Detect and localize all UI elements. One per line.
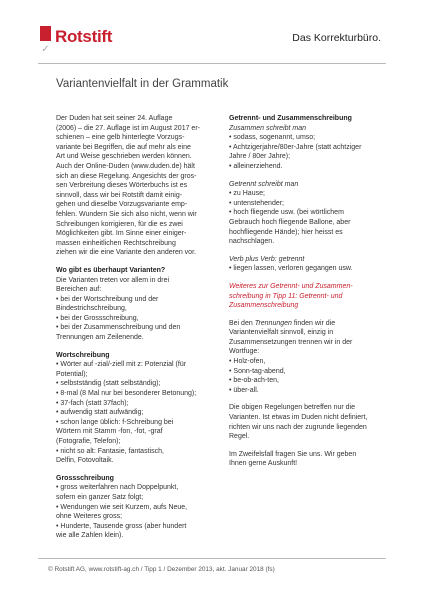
- text-line: Schreibungen korrigieren, für die es zwei: [56, 220, 183, 228]
- text-line: Der Duden hat seit seiner 24. Auflage: [56, 115, 173, 122]
- list-item: • schon lange üblich: f-Schreibung bei Wörtern mit Stamm -fon, -fot, -graf (Fotografie, Telefon);: [56, 418, 206, 447]
- list-item: • Hunderte, Tausende gross (aber hundert wie alle Zahlen klein).: [56, 522, 206, 541]
- subheading: Zusammen schreibt man: [229, 124, 307, 132]
- list-item: • bei der Zusammenschreibung und den Trennungen am Zeilenende.: [56, 323, 206, 342]
- text-line: Die obigen Regelungen betreffen nur die: [229, 404, 355, 412]
- text-line: variante bei Begriffen, die auf mehr als eine: [56, 143, 191, 151]
- text-line: Zusammensetzungen trennen wir in der: [229, 338, 353, 346]
- section-heading: Wo gibt es überhaupt Varianten?: [56, 266, 166, 274]
- wortschreibung-section: [56, 351, 206, 466]
- tipp-11-link[interactable]: Weiteres zur Getrennt- und Zusammen- schreibung in Tipp 11: Getrennt- und Zusammenschreibung: [229, 282, 353, 310]
- subheading: Verb plus Verb: getrennt: [229, 255, 305, 263]
- text-line: Möglichkeiten gibt. Im Sinne einer einiger-: [56, 230, 187, 238]
- text-line: Bereichen auf:: [56, 286, 102, 294]
- text-line: massen einheitlichen Rechtschreibung: [56, 239, 176, 247]
- list-item: • nicht so alt: Fantasie, fantastisch, Delfin, Fotovoltaik.: [56, 447, 206, 466]
- intro-paragraph: [56, 114, 206, 258]
- text-line: fehlen. Wundern Sie sich also nicht, wenn wir: [56, 210, 197, 218]
- list-item: • untenstehender;: [229, 199, 379, 209]
- regelungen-paragraph: [229, 403, 379, 441]
- list-item: • liegen lassen, verloren gegangen usw.: [229, 264, 379, 274]
- text-line: Art und Weise geschrieben werden können.: [56, 153, 192, 161]
- list-item: • be-ob-ach-ten,: [229, 376, 379, 386]
- logo: [40, 26, 140, 60]
- text-line: Bei den Trennungen finden wir die: [229, 319, 336, 327]
- verb-subsection: [229, 255, 379, 274]
- subheading: Getrennt schreibt man: [229, 180, 299, 188]
- list-item: • über-all.: [229, 386, 379, 396]
- footer: © Rotstift AG, www.rotstift-ag.ch / Tipp 1 / Dezember 2013, akt. Januar 2018 (fs): [48, 566, 275, 573]
- list-item: • Wörter auf -zial/-ziell mit z: Potenzial (für Potential);: [56, 360, 206, 379]
- page-title: Variantenvielfalt in der Grammatik: [56, 78, 229, 90]
- text-line: Auch der Online-Duden (www.duden.de) hält: [56, 162, 195, 170]
- list-item: • bei der Grossschreibung,: [56, 314, 206, 324]
- text-line: schienen – eine gelb hinterlegte Vorzugs-: [56, 134, 185, 142]
- section-heading: Grossschreibung: [56, 474, 114, 482]
- list-item: • bei der Wortschreibung und der Bindestrichschreibung,: [56, 295, 206, 314]
- header-rule: [38, 63, 386, 64]
- list-item: • gross weiterfahren nach Doppelpunkt, sofern ein ganzer Satz folgt;: [56, 483, 206, 502]
- text-line: Wortfuge:: [229, 348, 260, 356]
- list-item: • 37-fach (statt 37fach);: [56, 399, 206, 409]
- list-item: • selbstständig (statt selbständig);: [56, 379, 206, 389]
- text-line: sich an diese Regelung. Angesichts der gros-: [56, 172, 197, 180]
- text-line: Varianten. Ist etwas im Duden nicht definiert,: [229, 414, 368, 422]
- text-line: (2006) – die 27. Auflage ist im August 2017 er-: [56, 124, 200, 132]
- text-line: Die Varianten treten vor allem in drei: [56, 276, 170, 284]
- logo-text: Rotstift: [55, 27, 113, 46]
- list-item: • 8-mal (8 Mal nur bei besonderer Betonung);: [56, 389, 206, 399]
- text-line: Im Zweifelsfall fragen Sie uns. Wir geben: [229, 450, 357, 458]
- text-line: gehen und dieselbe Vorzugsvariante emp-: [56, 201, 188, 209]
- logo-mark: [40, 26, 52, 56]
- grossschreibung-section: [56, 474, 206, 541]
- list-item: • aufwendig statt aufwändig;: [56, 408, 206, 418]
- logo-square-icon: [40, 26, 51, 41]
- list-item: • Achtzigerjahre/80er-Jahre (statt achtziger Jahre / 80er Jahre);: [229, 143, 379, 162]
- list-item: • Holz-ofen,: [229, 357, 379, 367]
- text-line: ziehen wir die eine Variante den anderen vor.: [56, 249, 196, 257]
- footer-rule: [38, 558, 386, 559]
- getrennt-subsection: [229, 180, 379, 247]
- text-line: Regel.: [229, 433, 250, 441]
- trennungen-paragraph: [229, 319, 379, 396]
- section-heading: Wortschreibung: [56, 351, 110, 359]
- checkmark-icon: ✓: [41, 44, 50, 55]
- section-heading: Getrennt- und Zusammenschreibung: [229, 115, 352, 122]
- text-line: richten wir uns nach der zugrunde liegenden: [229, 423, 367, 431]
- list-item: • sodass, sogenannt, umso;: [229, 133, 379, 143]
- getrennt-zusammen-section: [229, 114, 379, 172]
- text-line: sen Verbreitung dieses Wörterbuchs ist es: [56, 182, 188, 190]
- right-column: [229, 114, 379, 477]
- list-item: • zu Hause;: [229, 189, 379, 199]
- text-line: Ihnen gerne Auskunft!: [229, 460, 298, 468]
- varianten-section: [56, 266, 206, 343]
- list-item: • hoch fliegende usw. (bei wörtlichem Gebrauch hoch fliegende Ballone, aber hochfliegende Hände); hier heisst es nachschlagen.: [229, 208, 379, 246]
- text-line: sinnvoll, dass wir bei Rotstift damit einig-: [56, 191, 183, 199]
- zweifelsfall-paragraph: [229, 450, 379, 469]
- text-line: Variantenvielfalt sinnvoll, einzig in: [229, 329, 334, 337]
- list-item: • alleinerziehend.: [229, 162, 379, 172]
- left-column: [56, 114, 206, 549]
- tagline: Das Korrekturbüro.: [292, 32, 381, 44]
- list-item: • Sonn-tag-abend,: [229, 367, 379, 377]
- list-item: • Wendungen wie seit Kurzem, aufs Neue, ohne Weiteres gross;: [56, 503, 206, 522]
